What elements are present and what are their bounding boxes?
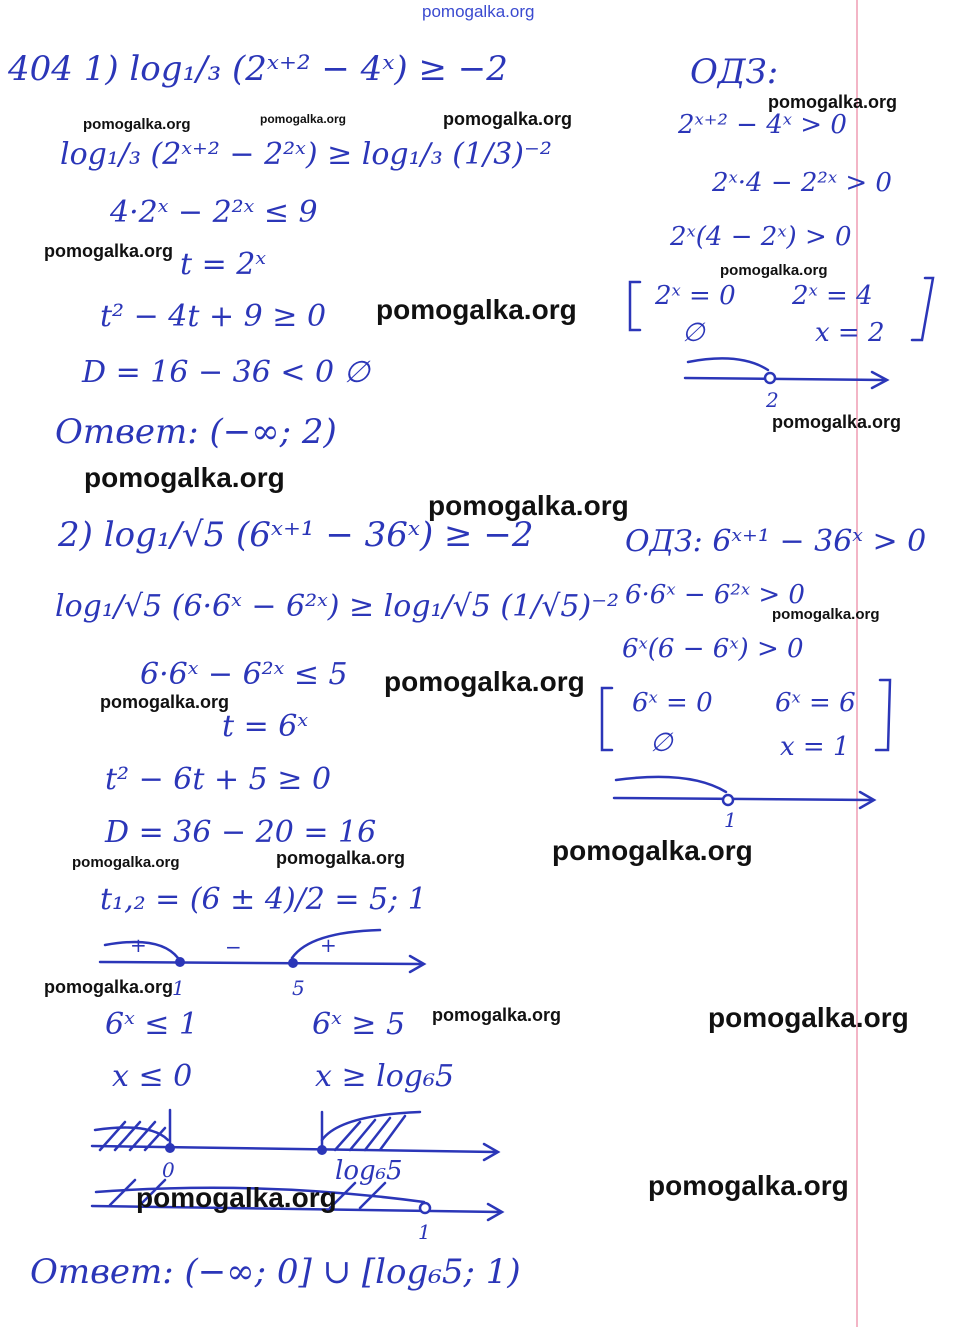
odz2-line-1: 6·6ˣ − 6²ˣ > 0 [625,580,805,610]
p1-line-3: 4·2ˣ − 2²ˣ ≤ 9 [110,195,318,230]
p2-line-6: D = 36 − 20 = 16 [105,815,377,850]
p2-answer: Ответ: (−∞; 0] ∪ [log₆5; 1) [30,1252,521,1292]
watermark: pomogalka.org [428,490,629,521]
problem-1-statement: 404 1) log₁/₃ (2ˣ⁺² − 4ˣ) ≥ −2 [8,49,508,89]
odz1-line-1: 2ˣ⁺² − 4ˣ > 0 [678,110,847,140]
p2-sign-plus-2: + [320,933,337,957]
p2-sign-minus: − [225,935,242,959]
odz2-title: ОДЗ: 6ˣ⁺¹ − 36ˣ > 0 [625,524,927,559]
odz1-case-1: 2ˣ = 0 [655,281,736,311]
p2-axis-one: 1 [418,1220,431,1244]
p2-sol-1: x ≤ 0 [112,1059,193,1094]
odz1-line-3: 2ˣ(4 − 2ˣ) > 0 [670,222,852,252]
p2-line-7: t₁,₂ = (6 ± 4)/2 = 5; 1 [100,882,427,917]
p2-sol-2: x ≥ log₆5 [315,1059,455,1094]
watermark: pomogalka.org [84,462,285,493]
odz1-title: ОДЗ: [690,52,779,92]
watermark: pomogalka.org [443,109,573,129]
p1-line-6: D = 16 − 36 < 0 ∅ [82,355,370,390]
odz1-point-label: 2 [766,388,779,412]
p2-point-1: 1 [172,976,185,1000]
p2-line-3: 6·6ˣ − 6²ˣ ≤ 5 [140,657,348,692]
watermark: pomogalka.org [772,606,880,623]
p2-ineq-2: 6ˣ ≥ 5 [312,1007,406,1042]
header-watermark: pomogalka.org [422,2,535,21]
odz2-empty-set: ∅ [650,728,673,758]
watermark: pomogalka.org [83,116,191,133]
watermark: pomogalka.org [552,835,753,866]
odz2-case-2: 6ˣ = 6 [775,688,856,718]
p2-axis-zero: 0 [162,1158,175,1182]
p2-line-5: t² − 6t + 5 ≥ 0 [105,762,332,797]
watermark: pomogalka.org [276,848,406,868]
odz2-line-2: 6ˣ(6 − 6ˣ) > 0 [622,634,804,664]
watermark: pomogalka.org [772,412,902,432]
watermark: pomogalka.org [648,1170,849,1201]
p1-line-5: t² − 4t + 9 ≥ 0 [100,299,327,334]
p1-answer: Ответ: (−∞; 2) [55,412,337,452]
p2-sign-plus-1: + [130,933,147,957]
odz1-case-2: 2ˣ = 4 [792,281,873,311]
odz2-case-1: 6ˣ = 0 [632,688,713,718]
watermark: pomogalka.org [260,112,347,126]
odz1-case-4: x = 2 [815,318,885,348]
watermark: pomogalka.org [136,1182,337,1213]
p2-ineq-1: 6ˣ ≤ 1 [105,1007,199,1042]
p2-point-5: 5 [292,976,305,1000]
p2-line-2: log₁/√5 (6·6ˣ − 6²ˣ) ≥ log₁/√5 (1/√5)⁻² [55,589,620,624]
watermark: pomogalka.org [768,92,898,112]
p2-line-4: t = 6ˣ [222,709,309,744]
watermark: pomogalka.org [708,1002,909,1033]
p1-line-4: t = 2ˣ [180,247,267,282]
p2-axis-log: log₆5 [335,1156,403,1186]
watermark: pomogalka.org [100,692,230,712]
problem-2-statement: 2) log₁/√5 (6ˣ⁺¹ − 36ˣ) ≥ −2 [58,515,534,555]
watermark: pomogalka.org [72,854,180,871]
watermark: pomogalka.org [720,262,828,279]
watermark: pomogalka.org [44,977,174,997]
odz2-point-label: 1 [724,808,737,832]
odz1-empty-set: ∅ [682,318,705,348]
watermark: pomogalka.org [384,666,585,697]
odz2-case-4: x = 1 [780,732,850,762]
odz1-line-2: 2ˣ·4 − 2²ˣ > 0 [712,168,892,198]
watermark: pomogalka.org [376,294,577,325]
p1-line-2: log₁/₃ (2ˣ⁺² − 2²ˣ) ≥ log₁/₃ (1/3)⁻² [60,137,552,172]
watermark: pomogalka.org [44,241,174,261]
watermark: pomogalka.org [432,1005,562,1025]
